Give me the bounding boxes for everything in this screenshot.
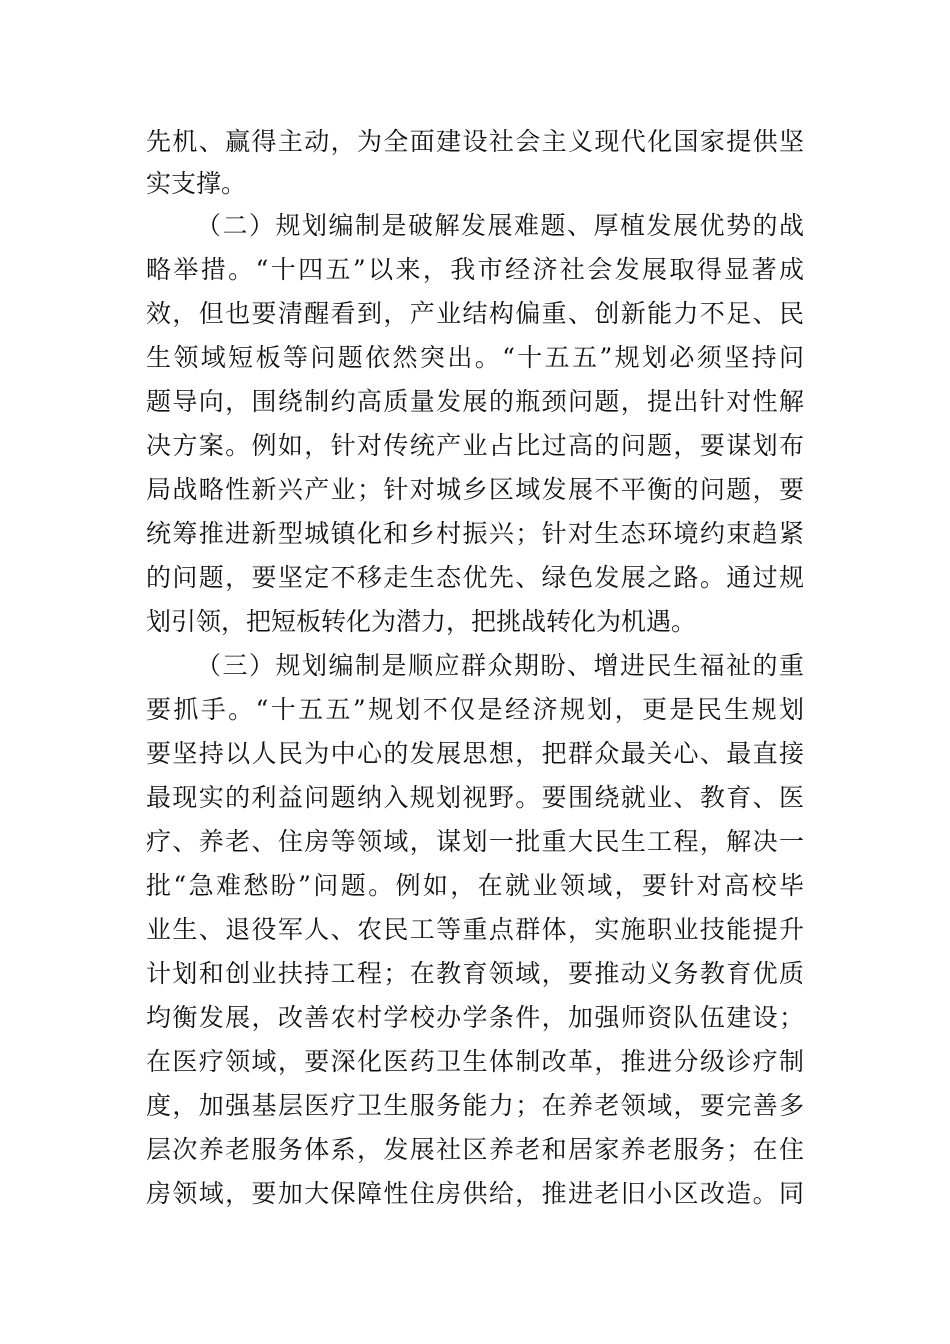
text-line: 房领域，要加大保障性住房供给，推进老旧小区改造。同 <box>146 1179 804 1208</box>
text-line: 最现实的利益问题纳入规划视野。要围绕就业、教育、医 <box>146 783 804 812</box>
text-line: 度，加强基层医疗卫生服务能力；在养老领域，要完善多 <box>146 1091 804 1120</box>
text-line: 先机、赢得主动，为全面建设社会主义现代化国家提供坚 <box>146 127 804 156</box>
text-line: 题导向，围绕制约高质量发展的瓶颈问题，提出针对性解 <box>146 387 804 416</box>
text-line: 的问题，要坚定不移走生态优先、绿色发展之路。通过规 <box>146 563 804 592</box>
text-line: 业生、退役军人、农民工等重点群体，实施职业技能提升 <box>146 915 804 944</box>
text-line: 决方案。例如，针对传统产业占比过高的问题，要谋划布 <box>146 431 804 460</box>
paragraph-start-line: （二）规划编制是破解发展难题、厚植发展优势的战 <box>196 211 804 240</box>
text-line: 生领域短板等问题依然突出。“十五五”规划必须坚持问 <box>146 343 804 372</box>
text-line: 略举措。“十四五”以来，我市经济社会发展取得显著成 <box>146 255 804 284</box>
text-line: 要抓手。“十五五”规划不仅是经济规划，更是民生规划 <box>146 695 804 724</box>
text-line: 要坚持以人民为中心的发展思想，把群众最关心、最直接 <box>146 739 804 768</box>
text-line: 计划和创业扶持工程；在教育领域，要推动义务教育优质 <box>146 959 804 988</box>
paragraph-start-line: （三）规划编制是顺应群众期盼、增进民生福祉的重 <box>196 651 804 680</box>
text-line: 疗、养老、住房等领域，谋划一批重大民生工程，解决一 <box>146 827 804 856</box>
text-line: 统筹推进新型城镇化和乡村振兴；针对生态环境约束趋紧 <box>146 519 804 548</box>
text-line: 局战略性新兴产业；针对城乡区域发展不平衡的问题，要 <box>146 475 804 504</box>
text-line: 层次养老服务体系，发展社区养老和居家养老服务；在住 <box>146 1135 804 1164</box>
text-line: 划引领，把短板转化为潜力，把挑战转化为机遇。 <box>146 607 697 636</box>
text-line: 均衡发展，改善农村学校办学条件，加强师资队伍建设； <box>146 1003 804 1032</box>
text-line: 效，但也要清醒看到，产业结构偏重、创新能力不足、民 <box>146 299 804 328</box>
text-line: 实支撑。 <box>146 169 247 198</box>
text-line: 批“急难愁盼”问题。例如，在就业领域，要针对高校毕 <box>146 871 804 900</box>
text-line: 在医疗领域，要深化医药卫生体制改革，推进分级诊疗制 <box>146 1047 804 1076</box>
